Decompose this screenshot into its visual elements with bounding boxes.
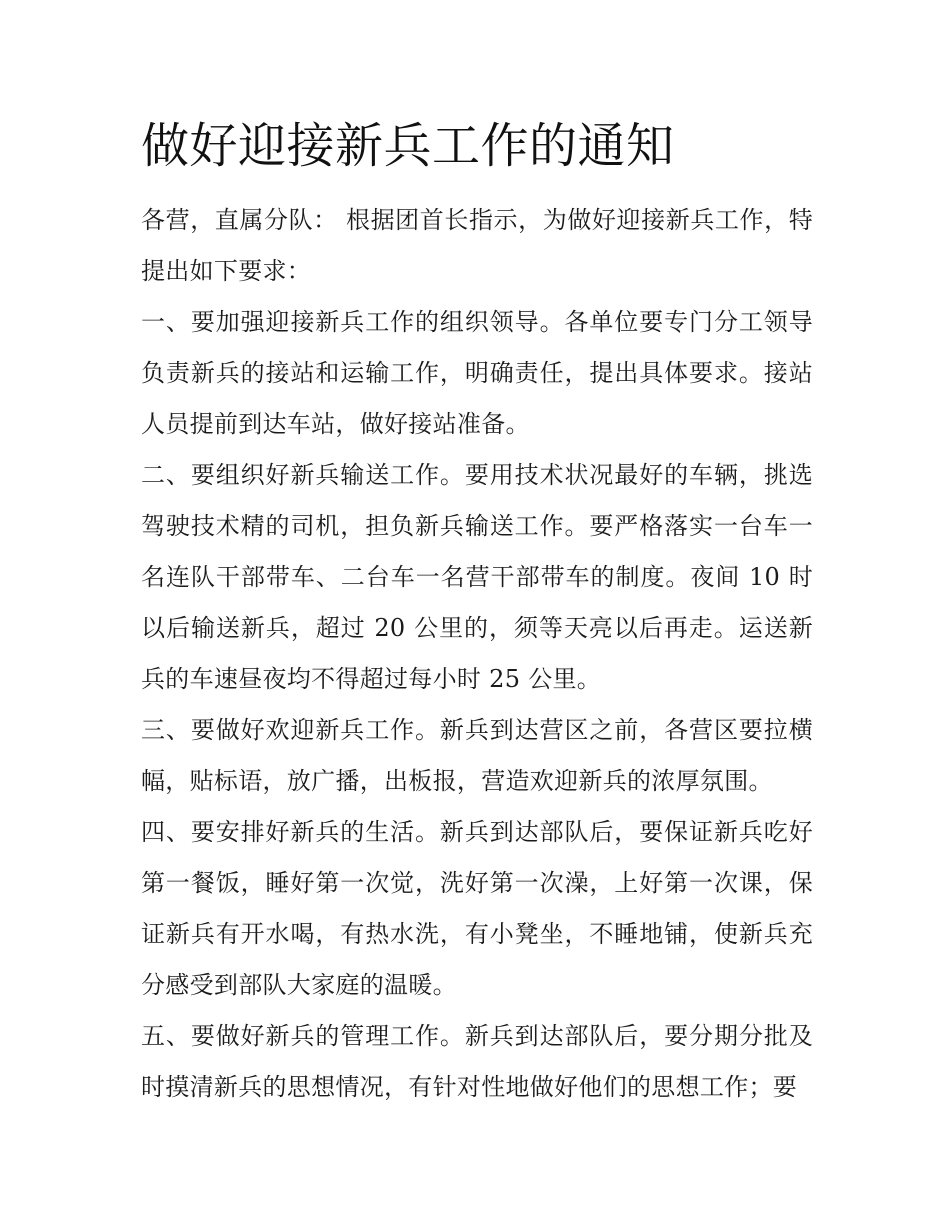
paragraph-intro: 各营，直属分队： 根据团首长指示，为做好迎接新兵工作，特提出如下要求：: [141, 206, 813, 285]
paragraph-item-1: 一、要加强迎接新兵工作的组织领导。各单位要专门分工领导负责新兵的接站和运输工作，明确责任，提出具体要求。接站人员提前到达车站，做好接站准备。: [141, 308, 813, 438]
paragraph-item-5: 五、要做好新兵的管理工作。新兵到达部队后，要分期分批及时摸清新兵的思想情况，有针对性地做好他们的思想工作；要: [141, 1022, 813, 1101]
document-body: [141, 195, 813, 1113]
paragraph-item-2: 二、要组织好新兵输送工作。要用技术状况最好的车辆，挑选驾驶技术精的司机，担负新兵输送工作。要严格落实一台车一名连队干部带车、二台车一名营干部带车的制度。夜间 10 时以后输送新兵，超过 20 公里的，须等天亮以后再走。运送新兵的车速昼夜均不得超过每小时 25 公里。: [141, 461, 813, 693]
paragraph-item-3: 三、要做好欢迎新兵工作。新兵到达营区之前，各营区要拉横幅，贴标语，放广播，出板报，营造欢迎新兵的浓厚氛围。: [141, 716, 813, 795]
document-title: 做好迎接新兵工作的通知: [141, 118, 675, 174]
paragraph-item-4: 四、要安排好新兵的生活。新兵到达部队后，要保证新兵吃好第一餐饭，睡好第一次觉，洗好第一次澡，上好第一次课，保证新兵有开水喝，有热水洗，有小凳坐，不睡地铺，使新兵充分感受到部队大家庭的温暖。: [141, 818, 813, 999]
